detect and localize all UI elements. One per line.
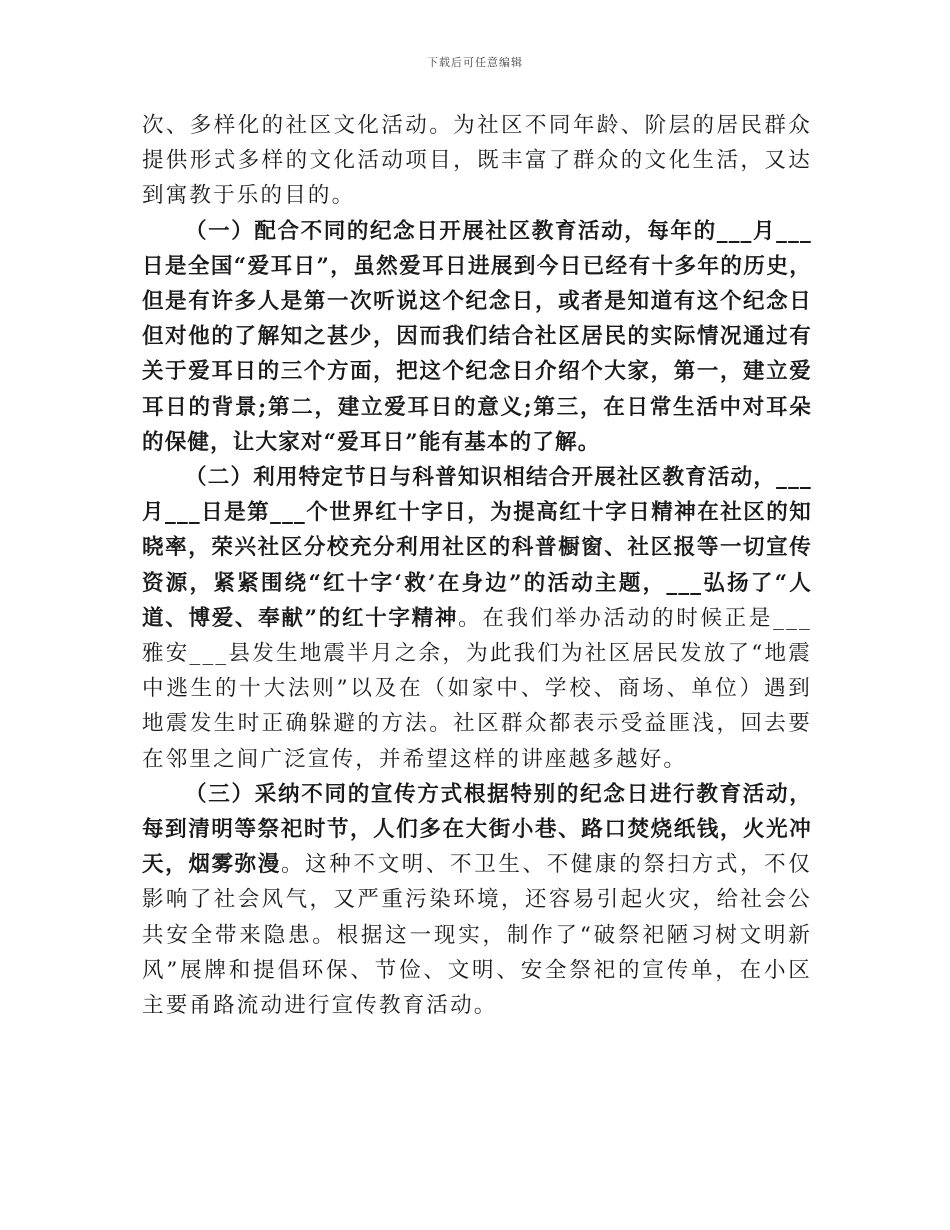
paragraph-section-2 (142, 460, 812, 777)
section-3-bold-text: （三）采纳不同的宣传方式根据特别的纪念日进行教育活动，每到清明等祭祀时节，人们多在大街小巷、路口焚烧纸钱，火光冲天，烟雾弥漫 (142, 781, 812, 878)
paragraph-continuation: 次、多样化的社区文化活动。为社区不同年龄、阶层的居民群众提供形式多样的文化活动项目，既丰富了群众的文化生活，又达到寓教于乐的目的。 (142, 113, 812, 209)
section-3-normal-text: 。这种不文明、不卫生、不健康的祭扫方式，不仅影响了社会风气，又严重污染环境，还容易引起火灾，给社会公共安全带来隐患。根据这一现实，制作了“破祭祀陋习树文明新风”展牌和提倡环保、节俭、文明、安全祭祀的宣传单，在小区主要甬路流动进行宣传教育活动。 (142, 852, 813, 1019)
paragraph-section-1 (142, 214, 812, 460)
page-header-note: 下载后可任意编辑 (427, 56, 523, 69)
section-2-normal-text: 。在我们举办活动的时候正是___雅安___县发生地震半月之余，为此我们为社区居民发放了“地震中逃生的十大法则”以及在（如家中、学校、商场、单位）遇到地震发生时正确躲避的方法。社区群众都表示受益匪浅，回去要在邻里之间广泛宣传，并希望这样的讲座越多越好。 (142, 605, 812, 772)
paragraph-section-3 (142, 777, 812, 1023)
section-1-bold-text: （一）配合不同的纪念日开展社区教育活动，每年的___月___日是全国“爱耳日”，虽然爱耳日进展到今日已经有十多年的历史，但是有许多人是第一次听说这个纪念日，或者是知道有这个纪念日但对他的了解知之甚少，因而我们结合社区居民的实际情况通过有关于爱耳日的三个方面，把这个纪念日介绍个大家，第一，建立爱耳日的背景;第二，建立爱耳日的意义;第三，在日常生活中对耳朵的保健，让大家对“爱耳日”能有基本的了解。 (142, 218, 812, 455)
section-2-bold-text: （二）利用特定节日与科普知识相结合开展社区教育活动，___月___日是第___个世界红十字日，为提高红十字日精神在社区的知晓率，荣兴社区分校充分利用社区的科普橱窗、社区报等一切宣传资源，紧紧围绕“红十字‘救’在身边”的活动主题，___弘扬了“人道、博爱、奉献”的红十字精神 (142, 465, 812, 631)
document-body (142, 108, 812, 1023)
